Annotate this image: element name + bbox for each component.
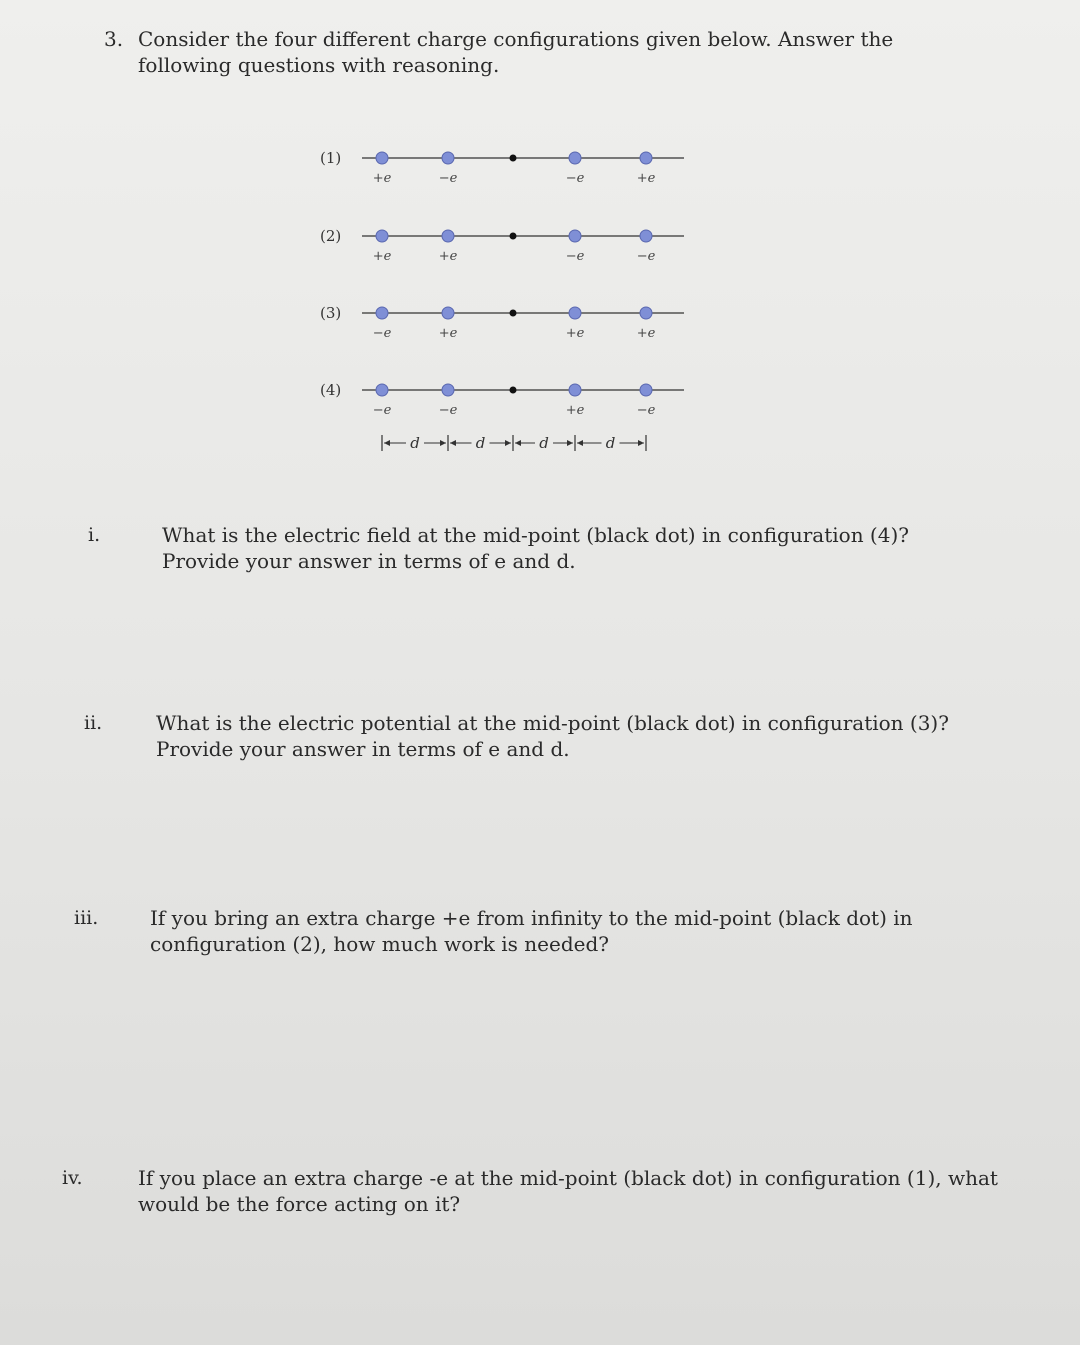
subquestion-numeral: ii. (84, 712, 103, 734)
charge-label: −e (636, 249, 656, 264)
arrow-head (577, 440, 583, 446)
charge-sphere (442, 307, 454, 319)
configuration-label: (3) (320, 304, 342, 322)
charge-label: −e (372, 403, 392, 418)
midpoint-dot (510, 310, 517, 317)
charge-diagram (300, 140, 700, 470)
charge-sphere (442, 384, 454, 396)
arrow-head (505, 440, 511, 446)
configuration-label: (4) (320, 381, 342, 399)
charge-label: −e (438, 403, 458, 418)
subquestion-numeral: i. (88, 524, 101, 546)
charge-sphere (376, 152, 388, 164)
charge-sphere (640, 384, 652, 396)
configuration-2 (320, 227, 684, 264)
subquestion-text: What is the electric field at the mid-point (black dot) in configuration (4)? Provide your answer in terms of e and d. (162, 523, 909, 573)
midpoint-dot (510, 387, 517, 394)
question-text: Consider the four different charge configurations given below. Answer the following questions with reasoning. (138, 27, 894, 77)
charge-sphere (569, 230, 581, 242)
spacing-label-d: d (605, 434, 616, 452)
charge-sphere (569, 384, 581, 396)
charge-sphere (376, 230, 388, 242)
arrow-head (384, 440, 390, 446)
charge-sphere (442, 152, 454, 164)
charge-label: +e (636, 326, 656, 341)
spacing-label-d: d (539, 434, 549, 452)
subquestion-text: If you place an extra charge -e at the mid-point (black dot) in configuration (1), what would be the force acting on it? (138, 1166, 998, 1216)
charge-label: +e (565, 403, 585, 418)
charge-label: −e (565, 249, 585, 264)
arrow-head (515, 440, 521, 446)
spacing-label-d: d (475, 434, 486, 452)
charge-sphere (640, 307, 652, 319)
spacing-label-d: d (410, 434, 420, 452)
midpoint-dot (510, 155, 517, 162)
arrow-head (567, 440, 573, 446)
charge-label: −e (372, 326, 392, 341)
configuration-1 (320, 149, 684, 186)
arrow-head (440, 440, 446, 446)
question-number: 3. (104, 27, 124, 51)
configuration-3 (320, 304, 684, 341)
charge-sphere (442, 230, 454, 242)
charge-sphere (640, 230, 652, 242)
charge-label: +e (438, 326, 458, 341)
charge-label: +e (372, 171, 392, 186)
charge-label: +e (438, 249, 458, 264)
spacing-dimensions (382, 434, 646, 452)
charge-label: +e (636, 171, 656, 186)
arrow-head (450, 440, 456, 446)
charge-configurations-figure (300, 140, 700, 470)
subquestion-numeral: iv. (62, 1167, 83, 1189)
charge-label: +e (565, 326, 585, 341)
charge-label: +e (372, 249, 392, 264)
charge-sphere (569, 152, 581, 164)
charge-label: −e (565, 171, 585, 186)
midpoint-dot (510, 233, 517, 240)
charge-sphere (569, 307, 581, 319)
subquestion-text: What is the electric potential at the mid-point (black dot) in configuration (3)? Provide your answer in terms of e and d. (156, 711, 949, 761)
charge-sphere (640, 152, 652, 164)
configuration-label: (2) (320, 227, 342, 245)
subquestion-text: If you bring an extra charge +e from infinity to the mid-point (black dot) in configuration (2), how much work is needed? (150, 906, 913, 956)
subquestion-numeral: iii. (74, 907, 99, 929)
arrow-head (638, 440, 644, 446)
configuration-4 (320, 381, 684, 418)
charge-sphere (376, 307, 388, 319)
charge-label: −e (636, 403, 656, 418)
configuration-label: (1) (320, 149, 342, 167)
charge-sphere (376, 384, 388, 396)
charge-label: −e (438, 171, 458, 186)
